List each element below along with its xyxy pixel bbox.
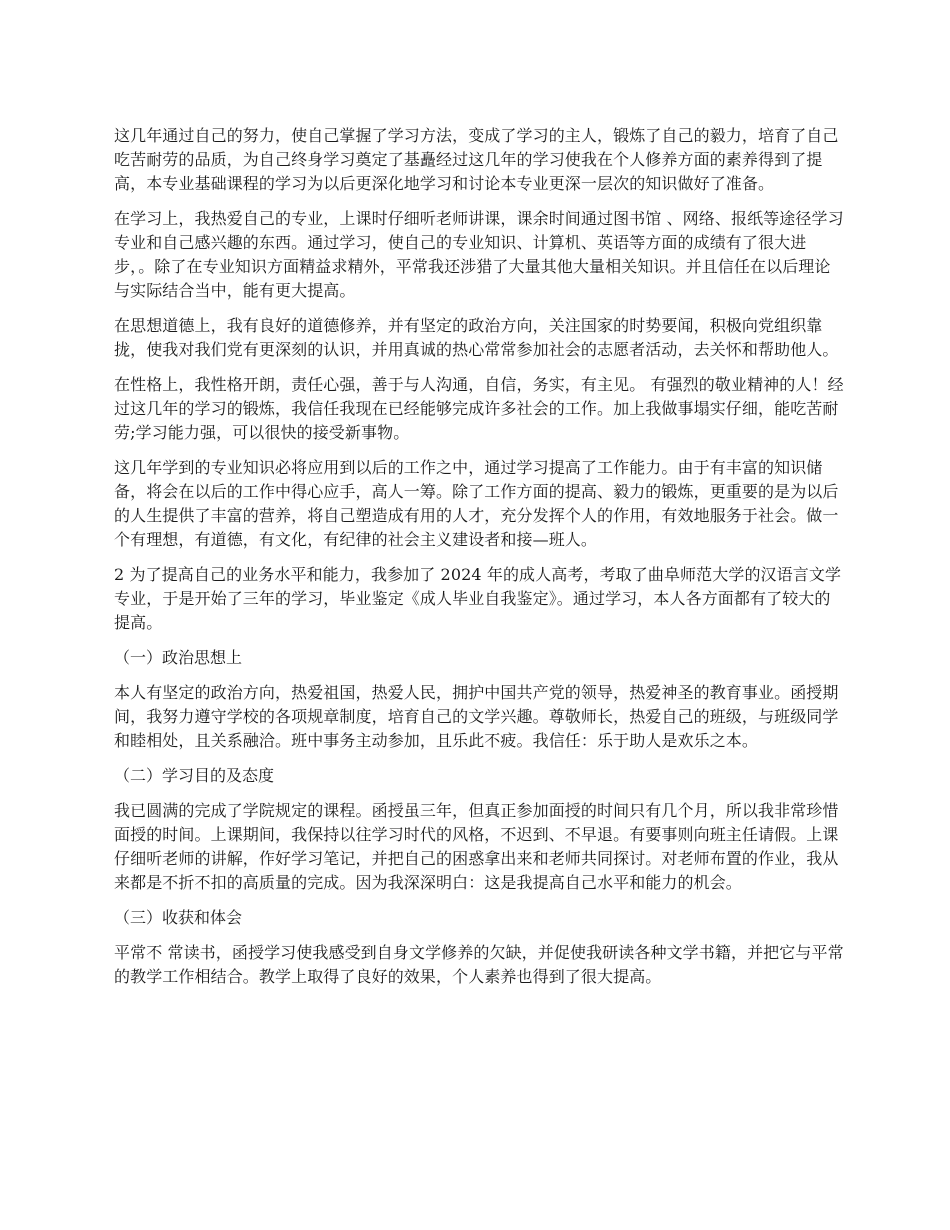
paragraph: 在性格上，我性格开朗，责任心强，善于与人沟通，自信，务实，有主见。 有强烈的敬业精神的人！经过这几年的学习的锻炼，我信任我现在已经能够完成许多社会的工作。加上我做事塌实仔细，能吃苦耐劳;学习能力强，可以很快的接受新事物。 xyxy=(114,375,844,442)
section-heading-political: （一）政治思想上 xyxy=(114,648,243,667)
paragraph: 在学习上，我热爱自己的专业，上课时仔细听老师讲课，课余时间通过图书馆 、网络、报纸等途径学习专业和自己感兴趣的东西。通过学习，使自己的专业知识、计算机、英语等方面的成绩有了很大进步，。除了在专业知识方面精益求精外，平常我还涉猎了大量其他大量相关知识。并且信任在以后理论与实际结合当中，能有更大提高。 xyxy=(114,209,844,300)
section-heading-gains: （三）收获和体会 xyxy=(114,908,243,927)
section-heading-study-attitude: （二）学习目的及态度 xyxy=(114,766,275,785)
section-text-study-attitude: 我已圆满的完成了学院规定的课程。函授虽三年，但真正参加面授的时间只有几个月，所以我非常珍惜面授的时间。上课期间，我保持以往学习时代的风格，不迟到、不早退。有要事则向班主任请假。上课仔细听老师的讲解，作好学习笔记，并把自己的困惑拿出来和老师共同探讨。对老师布置的作业，我从来都是不折不扣的高质量的完成。因为我深深明白：这是我提高自己水平和能力的机会。 xyxy=(114,801,839,892)
paragraph: 这几年通过自己的努力，使自己掌握了学习方法，变成了学习的主人，锻炼了自己的毅力，培育了自己吃苦耐劳的品质，为自己终身学习奠定了基矗经过这几年的学习使我在个人修养方面的素养得到了提高，本专业基础课程的学习为以后更深化地学习和讨论本专业更深一层次的知识做好了准备。 xyxy=(114,126,839,193)
paragraph: 在思想道德上，我有良好的道德修养，并有坚定的政治方向，关注国家的时势要闻，积极向党组织靠拢，使我对我们党有更深刻的认识，并用真诚的热心常常参加社会的志愿者活动，去关怀和帮助他人。 xyxy=(114,316,839,359)
section-text-political: 本人有坚定的政治方向，热爱祖国，热爱人民，拥护中国共产党的领导，热爱神圣的教育事业。函授期间，我努力遵守学校的各项规章制度，培育自己的文学兴趣。尊敬师长，热爱自己的班级，与班级同学和睦相处，且关系融洽。班中事务主动参加，且乐此不疲。我信任：乐于助人是欢乐之本。 xyxy=(114,683,839,750)
document-body xyxy=(114,124,844,1000)
paragraph: 这几年学到的专业知识必将应用到以后的工作之中，通过学习提高了工作能力。由于有丰富的知识储备，将会在以后的工作中得心应手，高人一筹。除了工作方面的提高、毅力的锻炼，更重要的是为以后的人生提供了丰富的营养，将自己塑造成有用的人才，充分发挥个人的作用，有效地服务于社会。做一个有理想，有道德，有文化，有纪律的社会主义建设者和接—班人。 xyxy=(114,458,839,549)
section-text-gains: 平常不 常读书，函授学习使我感受到自身文学修养的欠缺，并促使我研读各种文学书籍，并把它与平常的教学工作相结合。教学上取得了良好的效果，个人素养也得到了很大提高。 xyxy=(114,943,844,986)
paragraph: 2 为了提高自己的业务水平和能力，我参加了 2024 年的成人高考，考取了曲阜师范大学的汉语言文学专业，于是开始了三年的学习，毕业鉴定《成人毕业自我鉴定》。通过学习，本人各方面都有了较大的提高。 xyxy=(114,565,842,632)
